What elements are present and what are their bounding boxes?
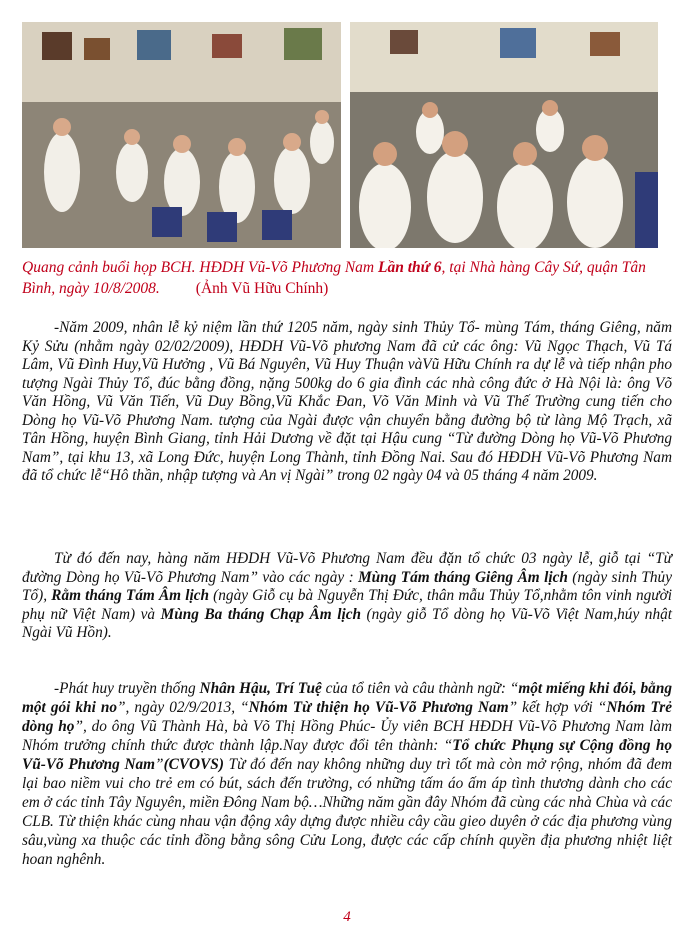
p2-text-4: (ngày giỗ Tổ dòng họ Vũ-Võ Việt Nam,húy nhật Ngài Vũ Hồn). <box>22 605 672 641</box>
p3-text-4: ” kết hợp với “ <box>508 699 607 716</box>
p2-bold-2: Rằm tháng Tám Âm lịch <box>51 587 210 604</box>
p3-text-1: -Phát huy truyền thống <box>54 680 200 697</box>
paragraph-annual-ceremonies <box>22 550 672 643</box>
p2-bold-1: Mùng Tám tháng Giêng Âm lịch <box>358 568 568 586</box>
page-number: 4 <box>343 909 351 925</box>
p3-text-2: của tổ tiên và câu thành ngữ: “ <box>321 680 519 697</box>
photo-caption <box>22 257 672 299</box>
caption-text-2: , tại Nhà hàng Cây Sứ, quận Tân Bình, ngày 10/8/2008. <box>22 259 646 297</box>
p3-bold-1: Nhân Hậu, Trí Tuệ <box>199 680 322 697</box>
p3-bold-3: Nhóm Từ thiện họ Vũ-Võ Phương Nam <box>248 699 509 716</box>
p3-bold-2: một miếng khi đói, bằng một gói khi no <box>22 680 672 716</box>
meeting-scene-illustration-left <box>22 22 341 248</box>
p2-text-3: (ngày Giỗ cụ bà Nguyễn Thị Đức, thân mẫu Thủy Tổ,nhằm tôn vinh người phụ nữ Việt Nam) và <box>22 587 672 623</box>
p3-text-6: ” <box>155 756 164 773</box>
caption-text-1: Quang cảnh buổi họp BCH. HĐDH Vũ-Võ Phương Nam <box>22 259 378 276</box>
meeting-scene-illustration-right <box>350 22 658 248</box>
p3-text-7: Từ đó đến nay không những duy trì tốt mà còn mở rộng, nhóm đã đem lại bao niềm vui cho trẻ em có bút, sách đến trường, có những tấm áo ấm áp tình thương dành cho các em ở các tỉnh Tây Nguyên, miền Đông Nam bộ…Những năm gần đây Nhóm đã cùng các nhà Chùa và các CLB. Từ thiện khác cùng nhau vận động xây dựng được nhiều cây cầu gieo duyên ở các địa phương vùng sâu,vùng xa thuộc các tỉnh đồng bằng sông Cửu Long, được các cấp chính quyền địa phương nhiệt liệt hoan nghênh. <box>22 756 672 868</box>
p3-bold-5: Tổ chức Phụng sự Cộng đồng họ Vũ-Võ Phương Nam <box>22 737 673 773</box>
paragraph-2009-statue <box>22 319 672 486</box>
p3-text-3: ”, ngày 02/9/2013, “ <box>117 699 249 716</box>
caption-bold: Lần thứ 6 <box>377 259 442 276</box>
photo-meeting-left <box>22 22 341 248</box>
photo-meeting-right <box>350 22 658 248</box>
p3-bold-6: (CVOVS) <box>163 756 224 773</box>
paragraph-2009-text: -Năm 2009, nhân lễ kỷ niệm lần thứ 1205 năm, ngày sinh Thủy Tổ- mùng Tám, tháng Giêng, năm Kỷ Sửu (nhằm ngày 02/02/2009), HĐDH Vũ-Võ phương Nam đã cử các ông: Vũ Ngọc Thạch, Vũ Tá Lâm, Vũ Đình Huy,Vũ Hưởng , Vũ Bá Nguyên, Vũ Huy Thuận vàVũ Hữu Chính ra dự lễ và tiếp nhận pho tượng Ngài Thủy Tổ, đúc bằng đồng, nặng 500kg do 6 gia đình các nhà công đức ở Hà Nội là: ông Võ Văn Hồng, Vũ Văn Tiến, Vũ Duy Bồng,Vũ Khắc Đan, Võ Văn Minh và Vũ Thế Trường cung tiến cho Dòng họ Vũ-Võ Phương Nam. tượng của Ngài được vận chuyển bằng đường bộ từ làng Mộ Trạch, xã Tân Hồng, huyện Bình Giang, tỉnh Hải Dương về đặt tại Hậu cung “Từ đường Dòng họ Vũ-Võ Phương Nam”, tại khu 13, xã Long Đức, huyện Long Thành, tỉnh Đồng Nai. Sau đó HĐDH Vũ-Võ Phương Nam đã tổ chức lễ“Hô thần, nhập tượng và An vị Ngài” trong 02 ngày 04 và 05 tháng 4 năm 2009. <box>22 319 672 484</box>
p2-text-1: Từ đó đến nay, hàng năm HĐDH Vũ-Võ Phương Nam đều đặn tổ chức 03 ngày lễ, giỗ tại “Từ đường Dòng họ Vũ-Võ Phương Nam” vào các ngày : <box>22 550 672 586</box>
p2-bold-3: Mùng Ba tháng Chạp Âm lịch <box>160 605 361 623</box>
p3-bold-4: Nhóm Trẻ dòng họ <box>22 699 672 735</box>
p2-text-2: (ngày sinh Thủy Tổ), <box>22 568 672 604</box>
photo-credit: (Ảnh Vũ Hữu Chính) <box>195 280 329 297</box>
p3-text-5: ”, do ông Vũ Thành Hà, bà Võ Thị Hồng Phúc- Ủy viên BCH HĐDH Vũ-Võ Phương Nam làm Nhóm trưởng chính thức được thành lập.Nay được đổi tên thành: “ <box>22 718 672 754</box>
paragraph-charity-group <box>22 679 672 869</box>
